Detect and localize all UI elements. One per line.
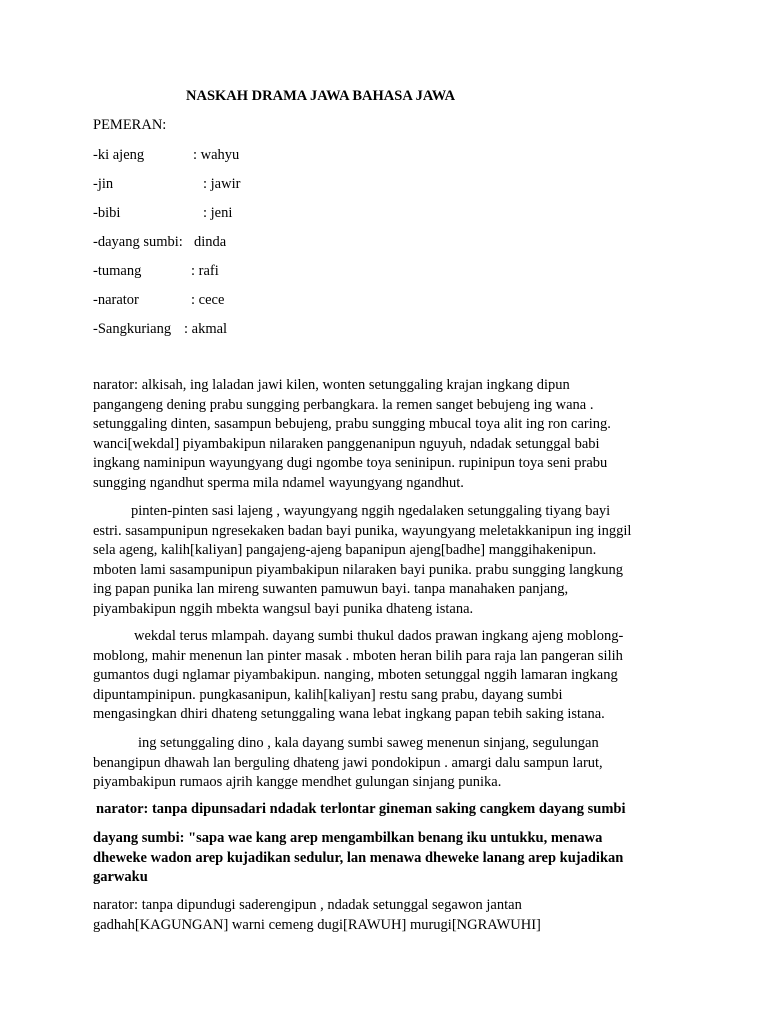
paragraph-line: gumantos dugi nglamar piyambakipun. nanging, mboten setunggal nggih lamaran ingkang <box>93 667 618 684</box>
paragraph-line: dipuntampinipun. pungkasanipun, kalih[kaliyan] restu sang prabu, dayang sumbi <box>93 686 563 703</box>
paragraph-line: benangipun dhawah lan berguling dhateng jawi pondokipun . amargi dalu sampun larut, <box>93 754 603 771</box>
cast-actor: : cece <box>191 292 225 308</box>
paragraph <box>93 627 673 725</box>
cast-item <box>93 291 225 320</box>
document-title: NASKAH DRAMA JAWA BAHASA JAWA <box>186 88 456 104</box>
paragraph-line: narator: tanpa dipunsadari ndadak terlontar gineman saking cangkem dayang sumbi <box>96 801 626 817</box>
paragraph <box>93 896 673 935</box>
paragraph-line: ing papan punika lan mireng suwanten pamuwun bayi. tanpa manahaken panjang, <box>93 581 569 598</box>
paragraph-line: pinten-pinten sasi lajeng , wayungyang nggih ngedalaken setunggaling tiyang bayi <box>131 503 611 519</box>
paragraph-line: garwaku <box>93 869 148 886</box>
cast-header: PEMERAN: <box>93 117 167 133</box>
cast-actor: dinda <box>194 234 227 250</box>
cast-item <box>93 175 241 204</box>
paragraph <box>93 734 673 793</box>
paragraph-line: wanci[wekdal] piyambakipun nilaraken panggenanipun nguyuh, ndadak setunggal babi <box>93 435 600 452</box>
cast-item <box>93 320 228 349</box>
paragraph-line: piyambakipun rumaos ajrih kangge mendhet gulungan sinjang punika. <box>93 774 502 791</box>
paragraph-line: wekdal terus mlampah. dayang sumbi thukul dados prawan ingkang ajeng moblong- <box>134 628 624 644</box>
cast-role: -dayang sumbi: <box>93 234 183 250</box>
cast-role: -jin <box>93 176 114 192</box>
cast-item <box>93 146 240 175</box>
cast-role: -ki ajeng <box>93 147 145 163</box>
paragraph-line: dheweke wadon arep kujadikan sedulur, lan menawa dheweke lanang arep kujadikan <box>93 849 624 866</box>
paragraph-line: mengasingkan dhiri dhateng setunggaling wana lebat ingkang papan tebih saking istana. <box>93 706 605 723</box>
paragraph <box>93 376 673 494</box>
paragraph-bold <box>93 829 673 888</box>
cast-actor: : rafi <box>191 263 219 279</box>
paragraph-line: dayang sumbi: "sapa wae kang arep mengambilkan benang iku untukku, menawa <box>93 830 603 846</box>
cast-actor: : wahyu <box>193 147 240 163</box>
paragraph-line: piyambakipun nggih mbekta wangsul bayi punika dhateng istana. <box>93 600 474 617</box>
paragraph <box>93 502 673 620</box>
paragraph-line: mboten lami sasampunipun piyambakipun nilaraken bayi punika. prabu sungging langkung <box>93 561 623 578</box>
cast-role: -bibi <box>93 205 121 221</box>
cast-actor: : jawir <box>203 176 241 192</box>
paragraph-line: sungging ngandhut sperma mila ndamel wayungyang ngandhut. <box>93 474 464 491</box>
paragraph-line: ingkang naminipun wayungyang dugi ngombe toya seninipun. rupinipun toya seni prabu <box>93 455 608 472</box>
cast-list <box>93 146 241 349</box>
paragraph-line: narator: tanpa dipundugi saderengipun , ndadak setunggal segawon jantan <box>93 897 522 913</box>
cast-role: -Sangkuriang <box>93 321 172 337</box>
cast-item <box>93 204 233 233</box>
paragraph-line: pangangeng dening prabu sungging perbangkara. la remen sanget bebujeng ing wana . <box>93 396 594 413</box>
cast-actor: : jeni <box>203 205 233 221</box>
paragraph-line: setunggaling dinten, sasampun bebujeng, prabu sungging mbucal toya alit ing ron caring. <box>93 416 611 433</box>
cast-role: -narator <box>93 292 139 308</box>
paragraph-bold <box>93 800 673 820</box>
cast-role: -tumang <box>93 263 142 279</box>
paragraph-line: gadhah[KAGUNGAN] warni cemeng dugi[RAWUH] murugi[NGRAWUHI] <box>93 916 541 933</box>
paragraph-line: sela ageng, kalih[kaliyan] pangajeng-ajeng bapanipun ajeng[badhe] manggihakenipun. <box>93 542 597 559</box>
paragraph-line: moblong, mahir menenun lan pinter masak . mboten heran bilih para raja lan pangeran silih <box>93 647 623 664</box>
cast-item <box>93 262 219 291</box>
paragraph-line: ing setunggaling dino , kala dayang sumbi saweg menenun sinjang, segulungan <box>138 735 599 751</box>
cast-actor: : akmal <box>184 321 228 337</box>
paragraph-line: estri. sasampunipun ngresekaken badan bayi punika, wayungyang meletakkanipun ing inggil <box>93 522 632 539</box>
cast-item <box>93 233 227 262</box>
paragraph-line: narator: alkisah, ing laladan jawi kilen, wonten setunggaling krajan ingkang dipun <box>93 377 570 393</box>
